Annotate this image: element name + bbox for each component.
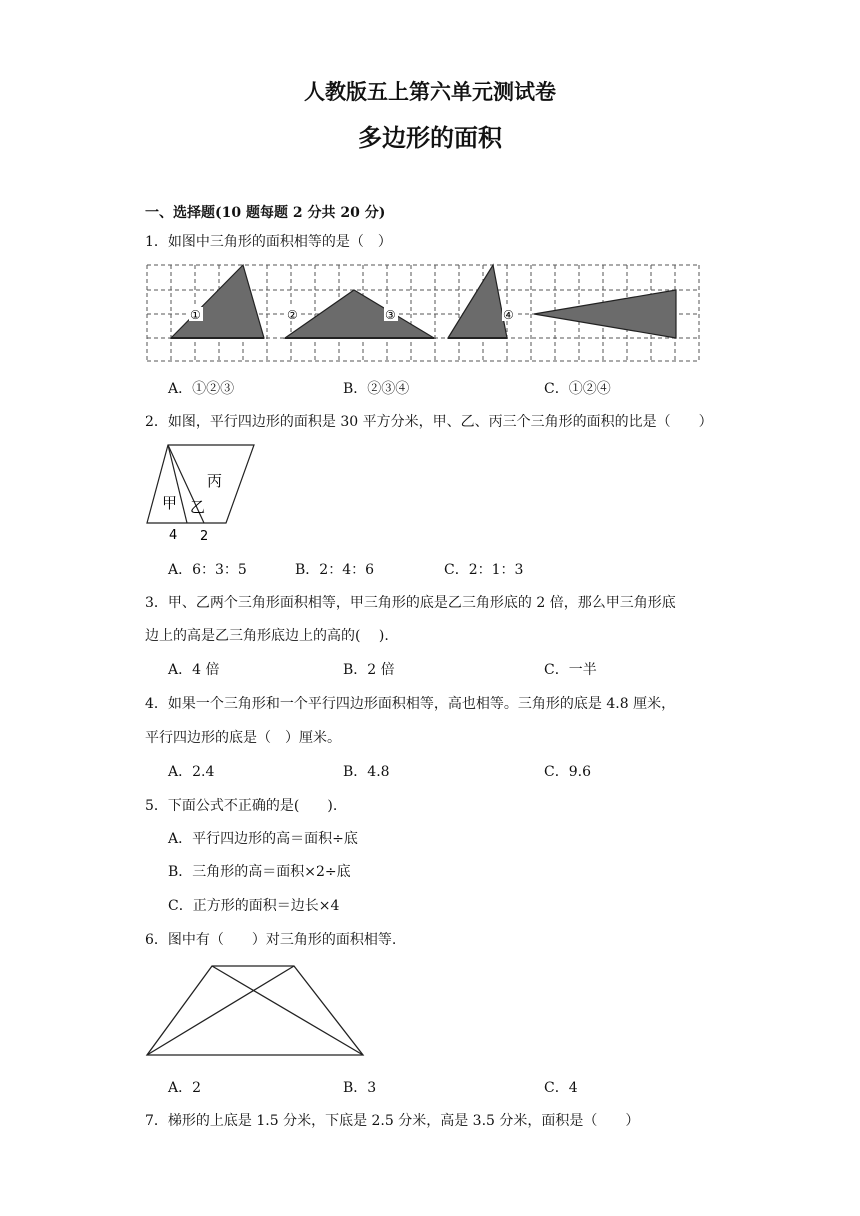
q5-option-c[interactable]: C．正方形的面积＝边长×4 bbox=[168, 898, 340, 914]
q3-option-a[interactable]: A．4 倍 bbox=[168, 662, 220, 678]
question-2-text: 2．如图，平行四边形的面积是 30 平方分米，甲、乙、丙三个三角形的面积的比是（ ） bbox=[145, 414, 713, 430]
triangle-4 bbox=[448, 265, 507, 338]
question-3-line1: 3．甲、乙两个三角形面积相等，甲三角形的底是乙三角形底的 2 倍，那么甲三角形底 bbox=[145, 595, 676, 611]
fig-label-1: ① bbox=[190, 308, 201, 322]
question-7-text: 7．梯形的上底是 1.5 分米，下底是 2.5 分米，高是 3.5 分米，面积是（ ） bbox=[145, 1113, 640, 1129]
q2-option-c[interactable]: C．2：1：3 bbox=[444, 562, 524, 578]
question-3-line2: 边上的高是乙三角形底边上的高的( ). bbox=[145, 628, 389, 644]
q3-option-c[interactable]: C．一半 bbox=[544, 662, 597, 678]
q6-option-c[interactable]: C．4 bbox=[544, 1080, 578, 1096]
q6-option-a[interactable]: A．2 bbox=[168, 1080, 202, 1096]
label-bing: 丙 bbox=[207, 472, 223, 490]
q4-option-c[interactable]: C．9.6 bbox=[544, 764, 591, 780]
q3-option-b[interactable]: B．2 倍 bbox=[343, 662, 395, 678]
label-yi: 乙 bbox=[190, 498, 206, 516]
triangle-1 bbox=[171, 265, 264, 338]
label-base-2: 2 bbox=[200, 529, 209, 544]
question-1-text: 1．如图中三角形的面积相等的是（ ） bbox=[145, 234, 392, 250]
q2-option-b[interactable]: B．2：4：6 bbox=[295, 562, 375, 578]
q1-option-a[interactable]: A．①②③ bbox=[168, 381, 235, 397]
question-4-line1: 4．如果一个三角形和一个平行四边形面积相等，高也相等。三角形的底是 4.8 厘米， bbox=[145, 696, 676, 712]
question-6-text: 6．图中有（ ）对三角形的面积相等. bbox=[145, 932, 397, 948]
fig-label-4: ④ bbox=[503, 308, 514, 322]
q2-parallelogram-figure bbox=[144, 440, 264, 544]
q5-option-b[interactable]: B．三角形的高＝面积×2÷底 bbox=[168, 864, 351, 880]
q1-grid-figure bbox=[144, 262, 704, 366]
label-jia: 甲 bbox=[162, 494, 178, 512]
question-5-text: 5．下面公式不正确的是( ). bbox=[145, 798, 338, 814]
q1-option-b[interactable]: B．②③④ bbox=[343, 381, 410, 397]
q4-option-a[interactable]: A．2.4 bbox=[168, 764, 215, 780]
fig-label-2: ② bbox=[287, 308, 298, 322]
question-4-line2: 平行四边形的底是（ ）厘米。 bbox=[145, 730, 341, 746]
page-title: 人教版五上第六单元测试卷 bbox=[304, 79, 556, 104]
q1-option-c[interactable]: C．①②④ bbox=[544, 381, 611, 397]
section-heading: 一、选择题(10 题每题 2 分共 20 分) bbox=[145, 205, 386, 221]
q4-option-b[interactable]: B．4.8 bbox=[343, 764, 390, 780]
q5-option-a[interactable]: A．平行四边形的高＝面积÷底 bbox=[168, 831, 358, 847]
fig-label-3: ③ bbox=[385, 308, 396, 322]
q6-trapezoid-figure bbox=[144, 962, 369, 1062]
label-base-4: 4 bbox=[169, 528, 178, 543]
q6-option-b[interactable]: B．3 bbox=[343, 1080, 377, 1096]
q2-option-a[interactable]: A．6：3：5 bbox=[168, 562, 247, 578]
page-subtitle: 多边形的面积 bbox=[358, 123, 502, 152]
triangle-2-3 bbox=[285, 290, 434, 338]
